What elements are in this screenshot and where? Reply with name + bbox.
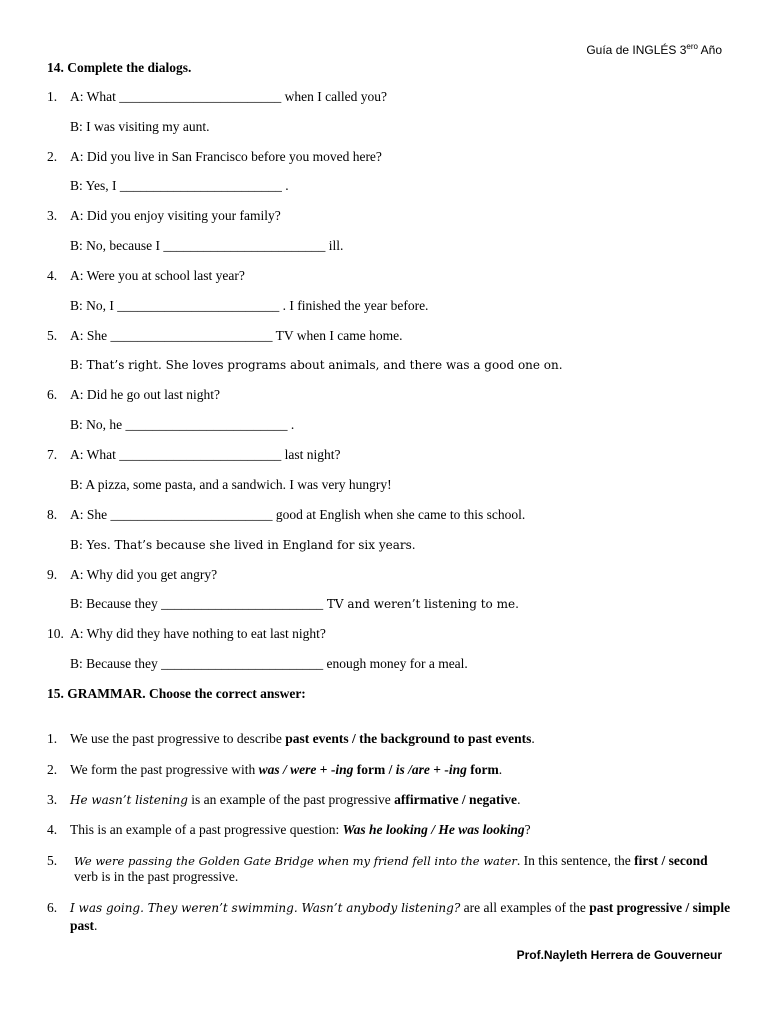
answer-options: past progressive / simple (589, 900, 731, 915)
dialog-number: 10. (47, 626, 64, 641)
question-text: is an example of the past progressive (187, 792, 395, 807)
section-15-title: 15. GRAMMAR. Choose the correct answer: (47, 686, 306, 701)
example-phrase: He wasn’t listening (70, 793, 188, 807)
answer-option-part: was / were (258, 762, 317, 777)
dialog-9-b (70, 596, 519, 612)
question-punct: . (498, 762, 503, 777)
example-sentences: I was going. They weren’t swimming. Wasn’t anybody listening? (70, 901, 461, 915)
dialog-line-a: A: She ________________________ good at English when she came to this school. (70, 507, 526, 522)
question-number: 5. (47, 853, 58, 868)
answer-options: Was he looking / He was looking (342, 822, 525, 837)
answer-options: affirmative / negative (394, 792, 518, 807)
dialog-5-b: B: That’s right. She loves programs about animals, and there was a good one on. (70, 358, 563, 372)
answer-option-part: ing (448, 762, 467, 777)
header-suffix: Año (697, 43, 722, 57)
page-header (586, 43, 722, 57)
answer-options-cont: past (70, 918, 95, 933)
example-sentence: We were passing the Golden Gate Bridge when my friend fell into the water (74, 854, 517, 868)
grammar-q5-line2: verb is in the past progressive. (74, 869, 239, 884)
dialog-number: 5. (47, 328, 58, 343)
dialog-10-b: B: Because they ________________________ enough money for a meal. (70, 656, 468, 671)
dialog-8-b: B: Yes. That’s because she lived in England for six years. (70, 538, 416, 552)
dialog-line-a: A: Did you live in San Francisco before you moved here? (70, 149, 382, 164)
answer-option-part: + - (429, 762, 449, 777)
grammar-q6-line2 (70, 918, 97, 934)
dialog-3-b: B: No, because I ________________________ ill. (70, 238, 344, 253)
question-punct: . (94, 918, 98, 933)
question-number: 4. (47, 822, 58, 837)
question-number: 6. (47, 900, 58, 915)
section-14-title: 14. Complete the dialogs. (47, 60, 192, 75)
dialog-line-a: A: Why did you get angry? (70, 567, 218, 582)
dialog-line-a: A: She ________________________ TV when I came home. (70, 328, 403, 343)
question-number: 1. (47, 731, 58, 746)
dialog-number: 8. (47, 507, 58, 522)
question-punct: . (531, 731, 535, 746)
question-punct: . (517, 792, 521, 807)
dialog-number: 1. (47, 89, 58, 104)
answer-option-part: ing (335, 762, 354, 777)
answer-option-part: form / (353, 762, 396, 777)
dialog-4-b: B: No, I ________________________ . I finished the year before. (70, 298, 429, 313)
answer-option-part: is /are (395, 762, 430, 777)
question-text: This is an example of a past progressive question: (70, 822, 343, 837)
dialog-number: 3. (47, 208, 58, 223)
header-title: Guía de INGLÉS 3 (586, 43, 687, 57)
dialog-line-b-start: B: Because they (70, 596, 162, 611)
dialog-1-b: B: I was visiting my aunt. (70, 119, 210, 134)
question-text: We form the past progressive with (70, 762, 259, 777)
dialog-line-a: A: What ________________________ when I called you? (70, 89, 387, 104)
dialog-line-a: A: Did you enjoy visiting your family? (70, 208, 281, 223)
dialog-number: 9. (47, 567, 58, 582)
dialog-line-a: A: Were you at school last year? (70, 268, 245, 283)
answer-blank: ________________________ (161, 596, 324, 611)
dialog-line-a: A: Did he go out last night? (70, 387, 220, 402)
dialog-7-b: B: A pizza, some pasta, and a sandwich. I was very hungry! (70, 477, 392, 492)
header-superscript: ero (686, 42, 698, 51)
question-number: 2. (47, 762, 58, 777)
question-text: . In this sentence, the (516, 853, 635, 868)
dialog-6-b: B: No, he ________________________ . (70, 417, 295, 432)
dialog-line-a: A: What ________________________ last night? (70, 447, 341, 462)
dialog-line-b-end: TV and weren’t listening to me. (323, 597, 519, 611)
answer-options: past events / the background to past events (285, 731, 532, 746)
question-number: 3. (47, 792, 58, 807)
page-footer-author: Prof.Nayleth Herrera de Gouverneur (516, 948, 722, 962)
question-text: We use the past progressive to describe (70, 731, 286, 746)
dialog-number: 6. (47, 387, 58, 402)
dialog-number: 4. (47, 268, 58, 283)
answer-option-part: form (466, 762, 499, 777)
dialog-line-a: A: Why did they have nothing to eat last night? (70, 626, 326, 641)
question-punct: ? (524, 822, 531, 837)
answer-option-part: + - (316, 762, 336, 777)
dialog-number: 7. (47, 447, 58, 462)
question-text: are all examples of the (460, 900, 590, 915)
dialog-2-b: B: Yes, I ________________________ . (70, 178, 289, 193)
answer-options: first / second (634, 853, 708, 868)
dialog-number: 2. (47, 149, 58, 164)
